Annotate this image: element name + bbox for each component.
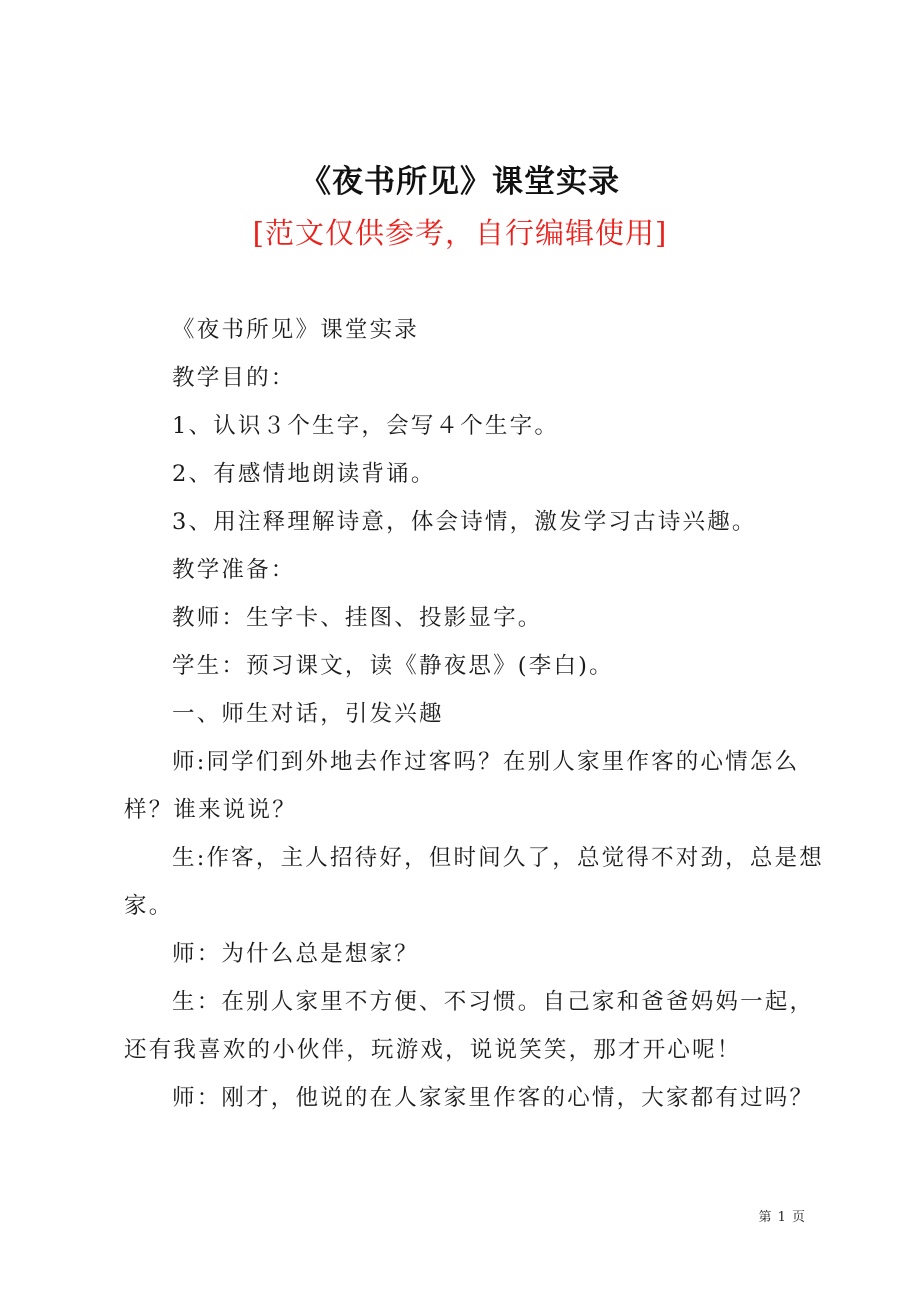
paragraph: 师：刚才，他说的在人家家里作客的心情，大家都有过吗？ bbox=[172, 1085, 815, 1111]
paragraph: 一、师生对话，引发兴趣 bbox=[172, 701, 444, 727]
paragraph: 教学目的： bbox=[172, 365, 296, 391]
paragraph: 教师：生字卡、挂图、投影显字。 bbox=[172, 605, 543, 631]
page-number: 第 1 页 bbox=[758, 1210, 806, 1225]
document-title: 《夜书所见》课堂实录 bbox=[300, 164, 620, 200]
paragraph: 师:同学们到外地去作过客吗？在别人家里作客的心情怎么样？谁来说说？ bbox=[124, 749, 800, 823]
paragraph: 《夜书所见》课堂实录 bbox=[172, 317, 420, 343]
paragraph: 学生：预习课文，读《静夜思》(李白)。 bbox=[172, 653, 614, 679]
paragraph: 1、认识３个生字，会写４个生字。 bbox=[172, 413, 560, 439]
paragraph: 3、用注释理解诗意，体会诗情，激发学习古诗兴趣。 bbox=[172, 509, 757, 535]
document-body bbox=[124, 306, 824, 1122]
paragraph: 教学准备： bbox=[172, 557, 296, 583]
paragraph: 生：在别人家里不方便、不习惯。自己家和爸爸妈妈一起，还有我喜欢的小伙伴，玩游戏，说说笑笑，那才开心呢！ bbox=[124, 989, 815, 1063]
paragraph: 生:作客，主人招待好，但时间久了，总觉得不对劲，总是想家。 bbox=[124, 845, 824, 919]
document-subtitle: [范文仅供参考，自行编辑使用] bbox=[252, 216, 668, 250]
paragraph: 师：为什么总是想家？ bbox=[172, 941, 420, 967]
paragraph: 2、有感情地朗读背诵。 bbox=[172, 461, 436, 487]
